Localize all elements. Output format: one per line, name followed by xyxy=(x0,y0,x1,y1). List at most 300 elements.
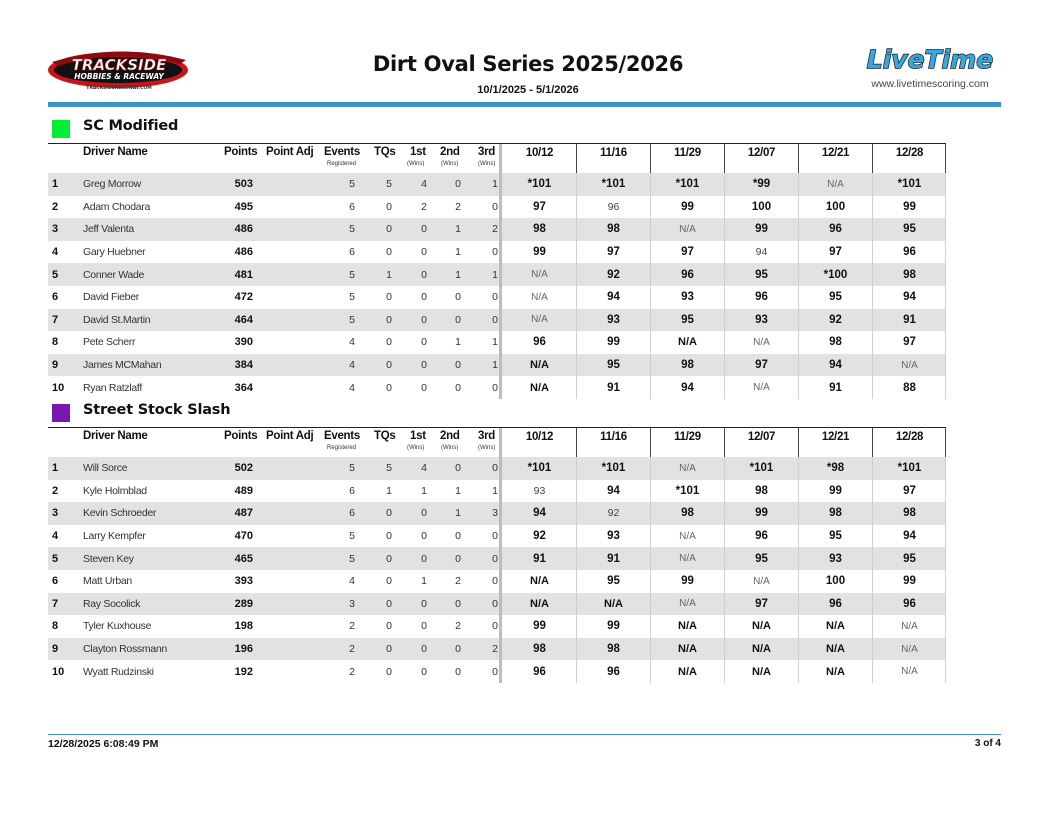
race-result-cell: 97 xyxy=(829,246,842,259)
print-timestamp: 12/28/2025 6:08:49 PM xyxy=(48,738,159,750)
column-header-race-date: 12/28 xyxy=(895,147,924,159)
second-wins-cell: 0 xyxy=(455,597,461,610)
svg-text:TRACKSIDERACEWAY.COM: TRACKSIDERACEWAY.COM xyxy=(86,86,152,91)
driver-name-cell: Gary Huebner xyxy=(83,246,146,259)
column-divider xyxy=(499,241,502,264)
column-divider xyxy=(499,331,502,354)
race-result-cell: 97 xyxy=(533,200,546,213)
tq-cell: 0 xyxy=(386,313,392,326)
column-header-second: 2nd xyxy=(440,430,460,442)
points-cell: 384 xyxy=(234,359,253,372)
column-header-race-date: 12/21 xyxy=(821,147,850,159)
column-subheader: (Wins) xyxy=(478,445,496,451)
events-cell: 5 xyxy=(349,530,355,543)
second-wins-cell: 0 xyxy=(455,462,461,475)
points-cell: 472 xyxy=(234,291,253,304)
column-divider xyxy=(499,502,502,525)
race-result-cell: N/A xyxy=(752,665,771,678)
column-header-driver: Driver Name xyxy=(83,146,148,158)
second-wins-cell: 0 xyxy=(455,313,461,326)
events-cell: 6 xyxy=(349,246,355,259)
race-result-cell: N/A xyxy=(531,314,548,326)
first-wins-cell: 0 xyxy=(421,530,427,543)
column-divider xyxy=(945,144,946,173)
standings-table xyxy=(48,427,946,683)
race-result-cell: 93 xyxy=(533,484,546,497)
position-cell: 1 xyxy=(52,462,59,475)
third-wins-cell: 0 xyxy=(492,665,498,678)
position-cell: 10 xyxy=(52,381,65,394)
table-row xyxy=(48,457,946,480)
third-wins-cell: 0 xyxy=(492,462,498,475)
race-result-cell: N/A xyxy=(679,223,696,235)
race-result-cell: N/A xyxy=(678,665,697,678)
race-result-cell: N/A xyxy=(604,597,623,610)
race-result-cell: N/A xyxy=(679,553,696,565)
points-cell: 198 xyxy=(234,620,253,633)
column-header-third: 3rd xyxy=(478,430,495,442)
table-header-row xyxy=(48,427,946,457)
column-subheader: (Wins) xyxy=(478,161,496,167)
race-result-cell: 96 xyxy=(755,530,768,543)
position-cell: 8 xyxy=(52,620,59,633)
column-header-race-date: 11/16 xyxy=(600,147,627,159)
race-result-cell: N/A xyxy=(826,665,845,678)
race-result-cell: N/A xyxy=(530,359,549,372)
tq-cell: 0 xyxy=(386,530,392,543)
race-result-cell: 91 xyxy=(829,381,842,394)
first-wins-cell: 0 xyxy=(421,552,427,565)
tq-cell: 0 xyxy=(386,246,392,259)
race-result-cell: *98 xyxy=(826,462,845,475)
column-divider xyxy=(724,144,725,173)
report-title: Dirt Oval Series 2025/2026 xyxy=(372,52,684,76)
race-result-cell: N/A xyxy=(753,382,770,394)
svg-text:HOBBIES & RACEWAY: HOBBIES & RACEWAY xyxy=(74,72,164,81)
race-result-cell: 96 xyxy=(607,665,620,678)
driver-name-cell: Ray Socolick xyxy=(83,597,141,610)
table-row xyxy=(48,331,946,354)
third-wins-cell: 0 xyxy=(492,200,498,213)
points-cell: 503 xyxy=(234,178,253,191)
third-wins-cell: 1 xyxy=(492,268,498,281)
driver-name-cell: Conner Wade xyxy=(83,268,145,281)
events-cell: 4 xyxy=(349,575,355,588)
race-result-cell: N/A xyxy=(530,575,549,588)
race-result-cell: N/A xyxy=(901,359,918,371)
points-cell: 481 xyxy=(234,268,253,281)
column-divider xyxy=(499,376,502,399)
race-result-cell: 97 xyxy=(903,484,916,497)
column-header-second: 2nd xyxy=(440,146,460,158)
race-result-cell: 96 xyxy=(903,597,916,610)
race-result-cell: 97 xyxy=(755,359,768,372)
column-header-events: Events xyxy=(324,430,360,442)
column-header-race-date: 11/16 xyxy=(600,431,627,443)
driver-name-cell: David St.Martin xyxy=(83,313,151,326)
race-result-cell: N/A xyxy=(826,620,845,633)
race-result-cell: 98 xyxy=(607,643,620,656)
first-wins-cell: 0 xyxy=(421,336,427,349)
race-result-cell: *99 xyxy=(752,178,771,191)
table-row xyxy=(48,376,946,399)
race-result-cell: N/A xyxy=(679,462,696,474)
first-wins-cell: 0 xyxy=(421,597,427,610)
column-header-race-date: 11/29 xyxy=(674,147,701,159)
race-result-cell: 98 xyxy=(829,336,842,349)
table-row xyxy=(48,309,946,332)
column-header-driver: Driver Name xyxy=(83,430,148,442)
events-cell: 5 xyxy=(349,223,355,236)
table-row xyxy=(48,218,946,241)
second-wins-cell: 0 xyxy=(455,178,461,191)
position-cell: 6 xyxy=(52,291,59,304)
column-divider xyxy=(499,660,502,683)
column-divider xyxy=(499,196,502,219)
table-row xyxy=(48,525,946,548)
first-wins-cell: 1 xyxy=(421,484,427,497)
events-cell: 5 xyxy=(349,462,355,475)
first-wins-cell: 0 xyxy=(421,223,427,236)
column-divider xyxy=(499,428,502,457)
race-result-cell: 98 xyxy=(533,223,546,236)
third-wins-cell: 1 xyxy=(492,336,498,349)
third-wins-cell: 0 xyxy=(492,530,498,543)
race-result-cell: N/A xyxy=(531,269,548,281)
race-result-cell: 99 xyxy=(903,575,916,588)
race-result-cell: 94 xyxy=(533,507,546,520)
race-result-cell: 96 xyxy=(533,336,546,349)
class-title: Street Stock Slash xyxy=(83,402,231,418)
points-cell: 465 xyxy=(234,552,253,565)
column-divider xyxy=(798,428,799,457)
race-result-cell: N/A xyxy=(678,643,697,656)
driver-name-cell: Kevin Schroeder xyxy=(83,507,157,520)
race-result-cell: 94 xyxy=(755,246,768,259)
race-result-cell: N/A xyxy=(901,643,918,655)
position-cell: 2 xyxy=(52,484,59,497)
second-wins-cell: 2 xyxy=(455,200,461,213)
column-subheader: (Wins) xyxy=(407,161,425,167)
race-result-cell: 96 xyxy=(903,246,916,259)
events-cell: 5 xyxy=(349,552,355,565)
driver-name-cell: Steven Key xyxy=(83,552,134,565)
race-result-cell: 96 xyxy=(829,597,842,610)
footer-divider xyxy=(48,734,1001,735)
race-result-cell: 96 xyxy=(755,291,768,304)
race-result-cell: N/A xyxy=(678,620,697,633)
race-result-cell: 98 xyxy=(533,643,546,656)
first-wins-cell: 0 xyxy=(421,507,427,520)
column-divider xyxy=(872,144,873,173)
class-title: SC Modified xyxy=(83,118,179,134)
events-cell: 4 xyxy=(349,359,355,372)
tq-cell: 0 xyxy=(386,291,392,304)
driver-name-cell: Wyatt Rudzinski xyxy=(83,665,154,678)
race-result-cell: 99 xyxy=(681,575,694,588)
column-divider xyxy=(499,354,502,377)
table-row xyxy=(48,480,946,503)
race-result-cell: 95 xyxy=(681,313,694,326)
race-result-cell: 94 xyxy=(607,484,620,497)
points-cell: 489 xyxy=(234,484,253,497)
column-divider xyxy=(499,144,502,173)
race-result-cell: 95 xyxy=(829,291,842,304)
points-cell: 486 xyxy=(234,246,253,259)
tq-cell: 5 xyxy=(386,462,392,475)
race-result-cell: 99 xyxy=(607,620,620,633)
race-result-cell: 96 xyxy=(533,665,546,678)
race-result-cell: 95 xyxy=(903,552,916,565)
events-cell: 3 xyxy=(349,597,355,610)
column-header-race-date: 11/29 xyxy=(674,431,701,443)
race-result-cell: 95 xyxy=(903,223,916,236)
race-result-cell: N/A xyxy=(530,597,549,610)
table-row xyxy=(48,638,946,661)
tq-cell: 0 xyxy=(386,665,392,678)
third-wins-cell: 0 xyxy=(492,575,498,588)
events-cell: 2 xyxy=(349,665,355,678)
race-result-cell: N/A xyxy=(753,336,770,348)
column-divider xyxy=(945,428,946,457)
column-subheader: Registered xyxy=(327,161,357,167)
events-cell: 2 xyxy=(349,620,355,633)
column-header-events: Events xyxy=(324,146,360,158)
svg-text:LiveTime: LiveTime xyxy=(866,45,994,74)
third-wins-cell: 3 xyxy=(492,507,498,520)
tq-cell: 0 xyxy=(386,381,392,394)
first-wins-cell: 0 xyxy=(421,359,427,372)
first-wins-cell: 0 xyxy=(421,665,427,678)
race-result-cell: 93 xyxy=(681,291,694,304)
column-header-tqs: TQs xyxy=(374,146,396,158)
column-divider xyxy=(499,480,502,503)
table-row xyxy=(48,354,946,377)
events-cell: 6 xyxy=(349,484,355,497)
third-wins-cell: 1 xyxy=(492,178,498,191)
points-cell: 487 xyxy=(234,507,253,520)
standings-table xyxy=(48,143,946,399)
race-result-cell: 99 xyxy=(903,200,916,213)
column-divider xyxy=(499,173,502,196)
column-header-race-date: 12/28 xyxy=(895,431,924,443)
race-result-cell: *101 xyxy=(601,462,626,475)
race-result-cell: 93 xyxy=(755,313,768,326)
race-result-cell: *101 xyxy=(527,462,552,475)
first-wins-cell: 2 xyxy=(421,200,427,213)
race-result-cell: 95 xyxy=(607,575,620,588)
column-divider xyxy=(499,263,502,286)
third-wins-cell: 1 xyxy=(492,484,498,497)
points-cell: 470 xyxy=(234,530,253,543)
tq-cell: 0 xyxy=(386,359,392,372)
second-wins-cell: 0 xyxy=(455,381,461,394)
column-header-race-date: 10/12 xyxy=(525,431,554,443)
tq-cell: 0 xyxy=(386,223,392,236)
class-color-swatch xyxy=(52,404,70,422)
table-row xyxy=(48,196,946,219)
first-wins-cell: 0 xyxy=(421,246,427,259)
race-result-cell: 97 xyxy=(607,246,620,259)
events-cell: 6 xyxy=(349,200,355,213)
race-result-cell: 100 xyxy=(751,200,772,213)
race-result-cell: 95 xyxy=(829,530,842,543)
points-cell: 390 xyxy=(234,336,253,349)
race-result-cell: 99 xyxy=(533,620,546,633)
race-result-cell: N/A xyxy=(678,336,697,349)
race-result-cell: 93 xyxy=(607,313,620,326)
first-wins-cell: 0 xyxy=(421,268,427,281)
race-result-cell: 97 xyxy=(903,336,916,349)
tq-cell: 0 xyxy=(386,597,392,610)
position-cell: 3 xyxy=(52,223,59,236)
tq-cell: 0 xyxy=(386,200,392,213)
events-cell: 5 xyxy=(349,178,355,191)
position-cell: 7 xyxy=(52,597,59,610)
svg-text:TRACKSIDE: TRACKSIDE xyxy=(71,56,167,74)
table-row xyxy=(48,502,946,525)
first-wins-cell: 0 xyxy=(421,643,427,656)
column-header-point-adj: Point Adj xyxy=(266,146,314,158)
race-result-cell: N/A xyxy=(530,381,549,394)
driver-name-cell: Pete Scherr xyxy=(83,336,136,349)
position-cell: 4 xyxy=(52,530,59,543)
race-result-cell: 91 xyxy=(607,552,620,565)
table-row xyxy=(48,263,946,286)
second-wins-cell: 1 xyxy=(455,484,461,497)
first-wins-cell: 4 xyxy=(421,462,427,475)
race-result-cell: 96 xyxy=(607,200,620,213)
race-result-cell: 99 xyxy=(829,484,842,497)
position-cell: 7 xyxy=(52,313,59,326)
race-result-cell: 92 xyxy=(607,507,620,520)
driver-name-cell: Larry Kempfer xyxy=(83,530,146,543)
race-result-cell: *101 xyxy=(897,462,922,475)
race-result-cell: N/A xyxy=(901,666,918,678)
race-result-cell: 98 xyxy=(903,268,916,281)
second-wins-cell: 0 xyxy=(455,359,461,372)
column-header-race-date: 12/21 xyxy=(821,431,850,443)
race-result-cell: 98 xyxy=(607,223,620,236)
race-result-cell: 95 xyxy=(755,552,768,565)
race-result-cell: 91 xyxy=(903,313,916,326)
race-result-cell: 88 xyxy=(903,381,916,394)
race-result-cell: 97 xyxy=(755,597,768,610)
race-result-cell: 94 xyxy=(681,381,694,394)
race-result-cell: 91 xyxy=(533,552,546,565)
race-result-cell: 94 xyxy=(607,291,620,304)
race-result-cell: 99 xyxy=(681,200,694,213)
column-divider xyxy=(576,428,577,457)
race-result-cell: 95 xyxy=(755,268,768,281)
tq-cell: 0 xyxy=(386,643,392,656)
second-wins-cell: 0 xyxy=(455,552,461,565)
race-result-cell: N/A xyxy=(679,530,696,542)
driver-name-cell: Tyler Kuxhouse xyxy=(83,620,152,633)
livetime-logo xyxy=(858,44,1003,74)
position-cell: 2 xyxy=(52,200,59,213)
race-result-cell: 94 xyxy=(903,291,916,304)
column-divider xyxy=(499,547,502,570)
driver-name-cell: Will Sorce xyxy=(83,462,128,475)
position-cell: 5 xyxy=(52,268,59,281)
column-divider xyxy=(499,593,502,616)
third-wins-cell: 0 xyxy=(492,597,498,610)
driver-name-cell: Clayton Rossmann xyxy=(83,643,167,656)
race-result-cell: *100 xyxy=(823,268,848,281)
race-result-cell: 91 xyxy=(607,381,620,394)
points-cell: 289 xyxy=(234,597,253,610)
column-divider xyxy=(499,570,502,593)
driver-name-cell: David Fieber xyxy=(83,291,139,304)
race-result-cell: 98 xyxy=(829,507,842,520)
column-subheader: Registered xyxy=(327,445,357,451)
race-result-cell: 98 xyxy=(755,484,768,497)
race-result-cell: 93 xyxy=(607,530,620,543)
position-cell: 10 xyxy=(52,665,65,678)
driver-name-cell: Ryan Ratzlaff xyxy=(83,381,142,394)
first-wins-cell: 0 xyxy=(421,381,427,394)
events-cell: 5 xyxy=(349,268,355,281)
events-cell: 4 xyxy=(349,336,355,349)
points-cell: 192 xyxy=(234,665,253,678)
column-header-first: 1st xyxy=(410,146,426,158)
second-wins-cell: 2 xyxy=(455,575,461,588)
second-wins-cell: 0 xyxy=(455,291,461,304)
events-cell: 5 xyxy=(349,291,355,304)
race-result-cell: N/A xyxy=(826,643,845,656)
events-cell: 6 xyxy=(349,507,355,520)
driver-name-cell: Jeff Valenta xyxy=(83,223,134,236)
column-header-point-adj: Point Adj xyxy=(266,430,314,442)
column-divider xyxy=(576,144,577,173)
race-result-cell: N/A xyxy=(752,643,771,656)
race-result-cell: 100 xyxy=(825,575,846,588)
race-result-cell: 98 xyxy=(903,507,916,520)
column-header-tqs: TQs xyxy=(374,430,396,442)
column-divider xyxy=(650,144,651,173)
race-result-cell: 97 xyxy=(681,246,694,259)
position-cell: 9 xyxy=(52,359,59,372)
second-wins-cell: 1 xyxy=(455,223,461,236)
race-result-cell: *101 xyxy=(675,484,700,497)
column-header-race-date: 10/12 xyxy=(525,147,554,159)
race-result-cell: N/A xyxy=(679,598,696,610)
site-url: www.livetimescoring.com xyxy=(871,78,989,90)
race-result-cell: *101 xyxy=(897,178,922,191)
table-row xyxy=(48,547,946,570)
position-cell: 8 xyxy=(52,336,59,349)
tq-cell: 1 xyxy=(386,484,392,497)
column-divider xyxy=(499,218,502,241)
tq-cell: 0 xyxy=(386,620,392,633)
column-header-first: 1st xyxy=(410,430,426,442)
race-result-cell: 99 xyxy=(607,336,620,349)
position-cell: 4 xyxy=(52,246,59,259)
race-result-cell: 93 xyxy=(829,552,842,565)
third-wins-cell: 0 xyxy=(492,246,498,259)
position-cell: 9 xyxy=(52,643,59,656)
race-result-cell: N/A xyxy=(827,178,844,190)
tq-cell: 5 xyxy=(386,178,392,191)
column-subheader: (Wins) xyxy=(441,161,459,167)
column-subheader: (Wins) xyxy=(441,445,459,451)
first-wins-cell: 1 xyxy=(421,575,427,588)
first-wins-cell: 0 xyxy=(421,620,427,633)
third-wins-cell: 0 xyxy=(492,552,498,565)
header-divider xyxy=(48,102,1001,107)
points-cell: 502 xyxy=(234,462,253,475)
